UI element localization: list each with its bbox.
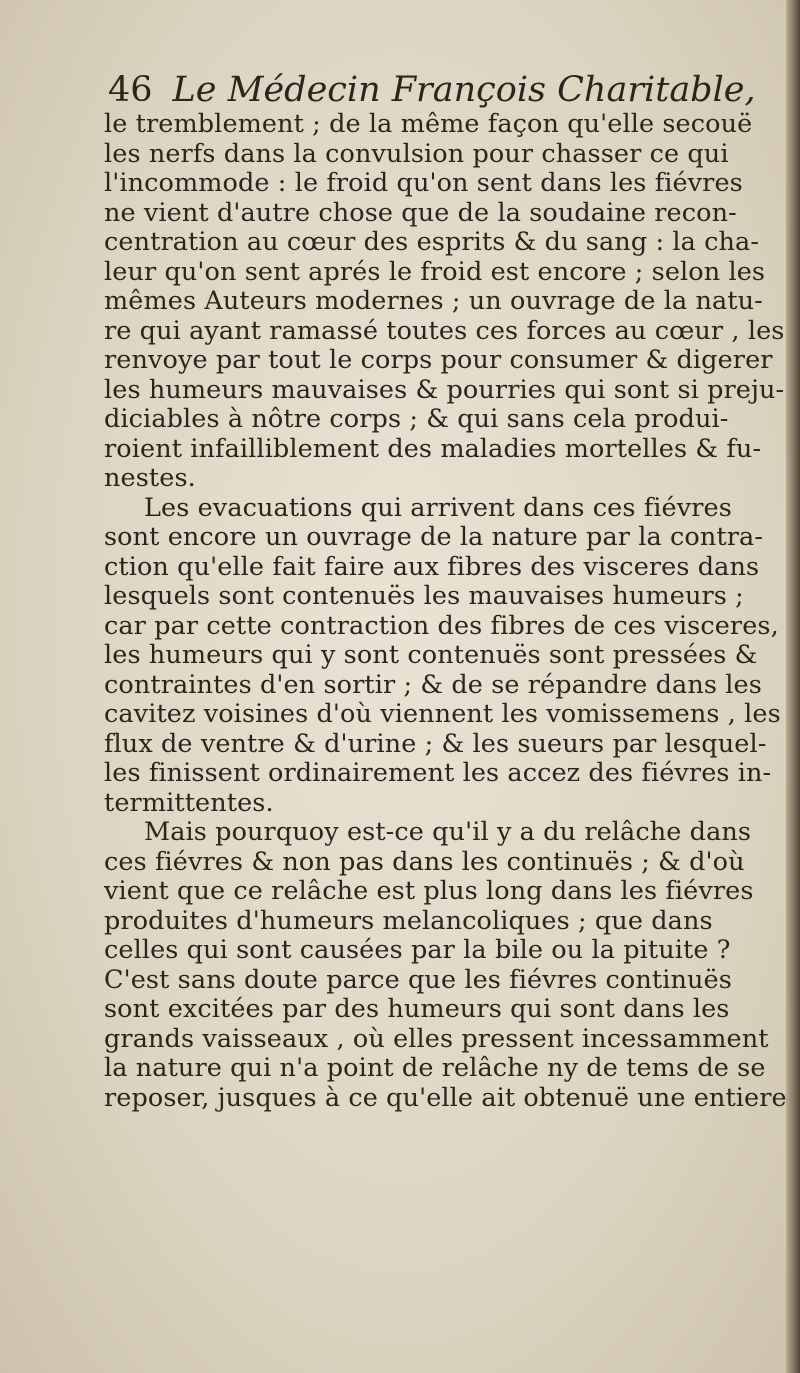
text-line: Les evacuations qui arrivent dans ces fiévres [144,492,732,523]
body-text [104,110,794,1113]
text-line: mêmes Auteurs modernes ; un ouvrage de la natu- [104,286,763,316]
text-line: ction qu'elle fait faire aux fibres des visceres dans [104,551,760,582]
text-line: C'est sans doute parce que les fiévres continuës [104,964,732,995]
text-line: diciables à nôtre corps ; & qui sans cela produi- [104,404,729,434]
text-line: contraintes d'en sortir ; & de se répandre dans les [104,669,762,700]
text-line: les humeurs mauvaises & pourries qui sont si preju- [104,374,785,405]
text-line: lesquels sont contenuës les mauvaises humeurs ; [104,581,744,611]
running-header [108,70,756,110]
text-line: grands vaisseaux , où elles pressent incessamment [104,1023,769,1054]
text-line: celles qui sont causées par la bile ou la pituite ? [104,935,731,965]
text-line: termittentes. [104,787,274,818]
text-line: flux de ventre & d'urine ; & les sueurs par lesquel- [104,728,767,759]
running-title: Le Médecin François Charitable, [172,70,756,110]
text-line: ces fiévres & non pas dans les continuës ; & d'où [104,846,745,877]
text-line: re qui ayant ramassé toutes ces forces au cœur , les [104,315,785,346]
text-line: vient que ce relâche est plus long dans les fiévres [104,876,754,906]
text-line: l'incommode : le froid qu'on sent dans les fiévres [104,168,743,198]
text-line: sont excitées par des humeurs qui sont dans les [104,994,730,1024]
text-line: centration au cœur des esprits & du sang : la cha- [104,227,760,257]
text-line: Mais pourquoy est-ce qu'il y a du relâche dans [144,817,752,847]
text-line: cavitez voisines d'où viennent les vomissemens , les [104,699,781,729]
text-line: sont encore un ouvrage de la nature par la contra- [104,522,764,552]
text-line: ne vient d'autre chose que de la soudaine recon- [104,197,737,228]
text-line: les nerfs dans la convulsion pour chasser ce qui [104,138,729,169]
text-line: le tremblement ; de la même façon qu'elle secouë [104,109,753,139]
text-line: roient infailliblement des maladies mortelles & fu- [104,433,762,464]
text-line: nestes. [104,463,196,493]
text-line: reposer, jusques à ce qu'elle ait obtenuë une entiere [104,1082,787,1113]
text-line: car par cette contraction des fibres de ces visceres, [104,610,779,641]
text-line: les humeurs qui y sont contenuës sont pressées & [104,640,758,670]
text-line: renvoye par tout le corps pour consumer & digerer [104,345,773,375]
text-line: la nature qui n'a point de relâche ny de tems de se [104,1053,766,1083]
text-line: leur qu'on sent aprés le froid est encore ; selon les [104,256,766,287]
text-line: les finissent ordinairement les accez des fiévres in- [104,758,772,788]
page-number: 46 [108,70,153,110]
text-line: produites d'humeurs melancoliques ; que dans [104,905,713,936]
